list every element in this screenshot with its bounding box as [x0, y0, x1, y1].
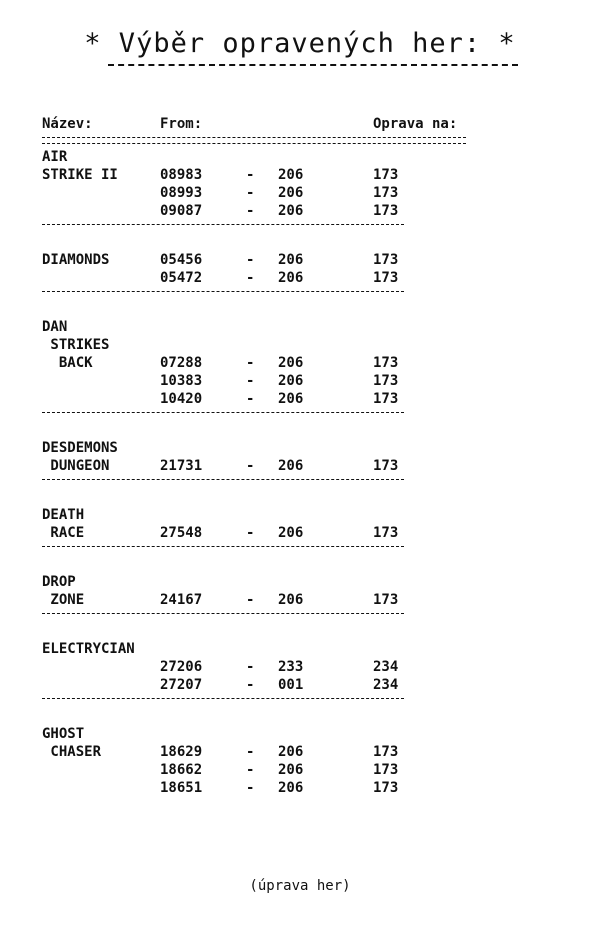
range-dash: -	[246, 373, 255, 389]
game-name: STRIKES	[42, 337, 110, 353]
table-row	[0, 779, 600, 797]
fix-value: 173	[373, 744, 399, 760]
address-to: 206	[278, 744, 304, 760]
address-from: 07288	[160, 355, 203, 371]
game-name: RACE	[42, 525, 85, 541]
range-dash: -	[246, 677, 255, 693]
spacer	[0, 547, 600, 573]
header-name: Název:	[42, 116, 93, 132]
game-entry	[0, 640, 600, 725]
table-row	[0, 318, 600, 336]
address-to: 206	[278, 525, 304, 541]
fix-value: 173	[373, 762, 399, 778]
table-row	[0, 372, 600, 390]
game-entry	[0, 506, 600, 573]
game-name: DESDEMONS	[42, 440, 118, 456]
spacer	[0, 413, 600, 439]
table-row	[0, 457, 600, 475]
table-row	[0, 725, 600, 743]
range-dash: -	[246, 203, 255, 219]
address-to: 206	[278, 458, 304, 474]
spacer	[0, 699, 600, 725]
game-entry	[0, 251, 600, 318]
table-row	[0, 251, 600, 269]
table-row	[0, 166, 600, 184]
table-row	[0, 269, 600, 287]
address-from: 05472	[160, 270, 203, 286]
table-row	[0, 658, 600, 676]
address-to: 206	[278, 780, 304, 796]
address-to: 206	[278, 391, 304, 407]
game-name: DEATH	[42, 507, 85, 523]
address-from: 08983	[160, 167, 203, 183]
range-dash: -	[246, 525, 255, 541]
range-dash: -	[246, 252, 255, 268]
table-row	[0, 439, 600, 457]
table-row	[0, 390, 600, 408]
fix-value: 173	[373, 592, 399, 608]
fix-value: 173	[373, 252, 399, 268]
address-from: 27206	[160, 659, 203, 675]
address-to: 206	[278, 185, 304, 201]
fix-value: 173	[373, 355, 399, 371]
address-from: 27548	[160, 525, 203, 541]
address-from: 10383	[160, 373, 203, 389]
address-to: 206	[278, 270, 304, 286]
address-to: 206	[278, 373, 304, 389]
address-from: 05456	[160, 252, 203, 268]
spacer	[0, 225, 600, 251]
fix-value: 173	[373, 203, 399, 219]
fix-value: 173	[373, 458, 399, 474]
games-list	[0, 148, 600, 797]
address-to: 206	[278, 252, 304, 268]
fix-value: 234	[373, 677, 399, 693]
spacer	[0, 480, 600, 506]
range-dash: -	[246, 659, 255, 675]
table-row	[0, 573, 600, 591]
fix-value: 173	[373, 780, 399, 796]
table-row	[0, 524, 600, 542]
range-dash: -	[246, 592, 255, 608]
page-title: * Výběr opravených her: *	[84, 28, 516, 59]
fix-value: 173	[373, 525, 399, 541]
range-dash: -	[246, 185, 255, 201]
fix-value: 234	[373, 659, 399, 675]
game-name: DROP	[42, 574, 76, 590]
header-fix: Oprava na:	[373, 116, 458, 132]
game-name: BACK	[42, 355, 93, 371]
table-row	[0, 743, 600, 761]
table-row	[0, 591, 600, 609]
game-name: DAN	[42, 319, 68, 335]
address-from: 18662	[160, 762, 203, 778]
address-from: 21731	[160, 458, 203, 474]
table-row	[0, 676, 600, 694]
game-entry	[0, 725, 600, 797]
address-from: 08993	[160, 185, 203, 201]
address-from: 24167	[160, 592, 203, 608]
address-from: 09087	[160, 203, 203, 219]
header-from: From:	[160, 116, 203, 132]
game-entry	[0, 573, 600, 640]
title-underline	[108, 64, 518, 66]
game-name: AIR	[42, 149, 68, 165]
address-to: 206	[278, 762, 304, 778]
address-from: 27207	[160, 677, 203, 693]
footer-note: (úprava her)	[249, 878, 351, 894]
address-from: 18629	[160, 744, 203, 760]
fix-value: 173	[373, 391, 399, 407]
spacer	[0, 614, 600, 640]
table-row	[0, 148, 600, 166]
address-from: 18651	[160, 780, 203, 796]
range-dash: -	[246, 458, 255, 474]
game-name: ELECTRYCIAN	[42, 641, 135, 657]
fix-value: 173	[373, 185, 399, 201]
table-row	[0, 336, 600, 354]
table-row	[0, 506, 600, 524]
header-double-rule	[42, 137, 466, 144]
address-to: 001	[278, 677, 304, 693]
game-name: STRIKE II	[42, 167, 118, 183]
game-name: DUNGEON	[42, 458, 110, 474]
spacer	[0, 292, 600, 318]
fix-value: 173	[373, 167, 399, 183]
table-row	[0, 184, 600, 202]
table-row	[0, 202, 600, 220]
address-to: 206	[278, 355, 304, 371]
fix-value: 173	[373, 270, 399, 286]
game-entry	[0, 148, 600, 251]
table-row	[0, 354, 600, 372]
range-dash: -	[246, 391, 255, 407]
address-to: 206	[278, 592, 304, 608]
address-to: 206	[278, 167, 304, 183]
game-name: ZONE	[42, 592, 85, 608]
game-name: DIAMONDS	[42, 252, 110, 268]
game-name: GHOST	[42, 726, 85, 742]
fix-value: 173	[373, 373, 399, 389]
game-entry	[0, 439, 600, 506]
game-name: CHASER	[42, 744, 102, 760]
column-header	[40, 116, 580, 136]
range-dash: -	[246, 762, 255, 778]
table-row	[0, 761, 600, 779]
range-dash: -	[246, 355, 255, 371]
range-dash: -	[246, 744, 255, 760]
address-to: 233	[278, 659, 304, 675]
table-row	[0, 640, 600, 658]
game-entry	[0, 318, 600, 439]
range-dash: -	[246, 167, 255, 183]
address-from: 10420	[160, 391, 203, 407]
address-to: 206	[278, 203, 304, 219]
range-dash: -	[246, 780, 255, 796]
range-dash: -	[246, 270, 255, 286]
